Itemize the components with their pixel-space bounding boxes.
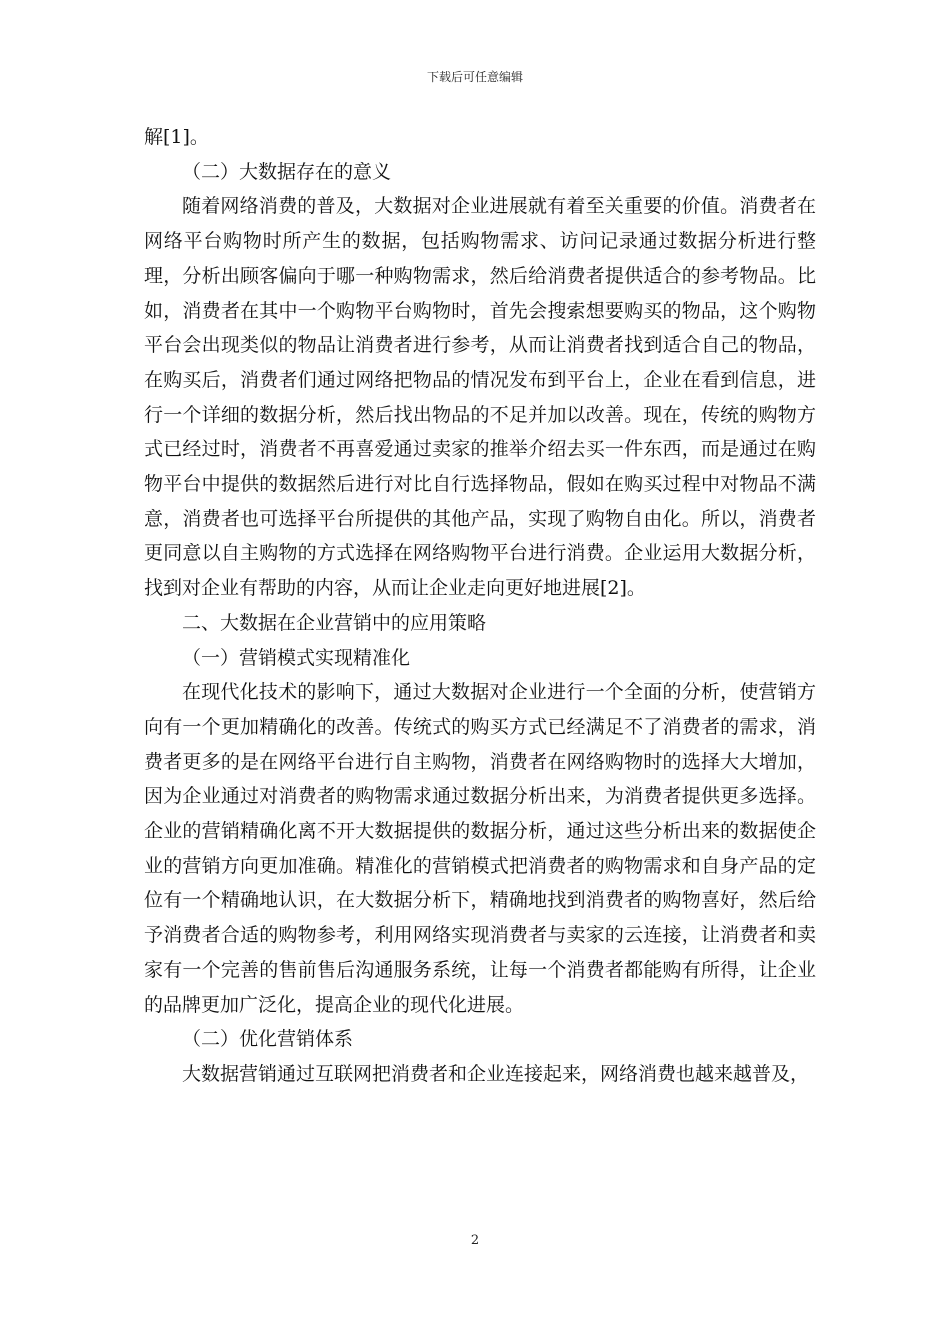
subsection-heading: （一）营销模式实现精准化: [182, 646, 411, 669]
page-header: 下载后可任意编辑: [426, 70, 523, 84]
subsection-heading: （二）优化营销体系: [182, 1028, 354, 1051]
document-body: [144, 120, 816, 1092]
paragraph: 解[1]。: [144, 126, 209, 148]
subsection-heading: （二）大数据存在的意义: [182, 160, 392, 183]
page-number: 2: [470, 1233, 480, 1248]
paragraph: 随着网络消费的普及，大数据对企业进展就有着至关重要的价值。消费者在网络平台购物时所产生的数据，包括购物需求、访问记录通过数据分析进行整理，分析出顾客偏向于哪一种购物需求，然后给消费者提供适合的参考物品。比如，消费者在其中一个购物平台购物时，首先会搜索想要购买的物品，这个购物平台会出现类似的物品让消费者进行参考，从而让消费者找到适合自己的物品，在购买后，消费者们通过网络把物品的情况发布到平台上，企业在看到信息，进行一个详细的数据分析，然后找出物品的不足并加以改善。现在，传统的购物方式已经过时，消费者不再喜爱通过卖家的推举介绍去买一件东西，而是通过在购物平台中提供的数据然后进行对比自行选择物品，假如在购买过程中对物品不满意，消费者也可选择平台所提供的其他产品，实现了购物自由化。所以，消费者更同意以自主购物的方式选择在网络购物平台进行消费。企业运用大数据分析，找到对企业有帮助的内容，从而让企业走向更好地进展[2]。: [144, 195, 816, 600]
paragraph: 在现代化技术的影响下，通过大数据对企业进行一个全面的分析，使营销方向有一个更加精确化的改善。传统式的购买方式已经满足不了消费者的需求，消费者更多的是在网络平台进行自主购物，消费者在网络购物时的选择大大增加，因为企业通过对消费者的购物需求通过数据分析出来，为消费者提供更多选择。企业的营销精确化离不开大数据提供的数据分析，通过这些分析出来的数据使企业的营销方向更加准确。精准化的营销模式把消费者的购物需求和自身产品的定位有一个精确地认识，在大数据分析下，精确地找到消费者的购物喜好，然后给予消费者合适的购物参考，利用网络实现消费者与卖家的云连接，让消费者和卖家有一个完善的售前售后沟通服务系统，让每一个消费者都能购有所得，让企业的品牌更加广泛化，提高企业的现代化进展。: [144, 681, 816, 1016]
section-heading: 二、大数据在企业营销中的应用策略: [182, 611, 487, 634]
paragraph: 大数据营销通过互联网把消费者和企业连接起来，网络消费也越来越普及，: [182, 1062, 810, 1085]
